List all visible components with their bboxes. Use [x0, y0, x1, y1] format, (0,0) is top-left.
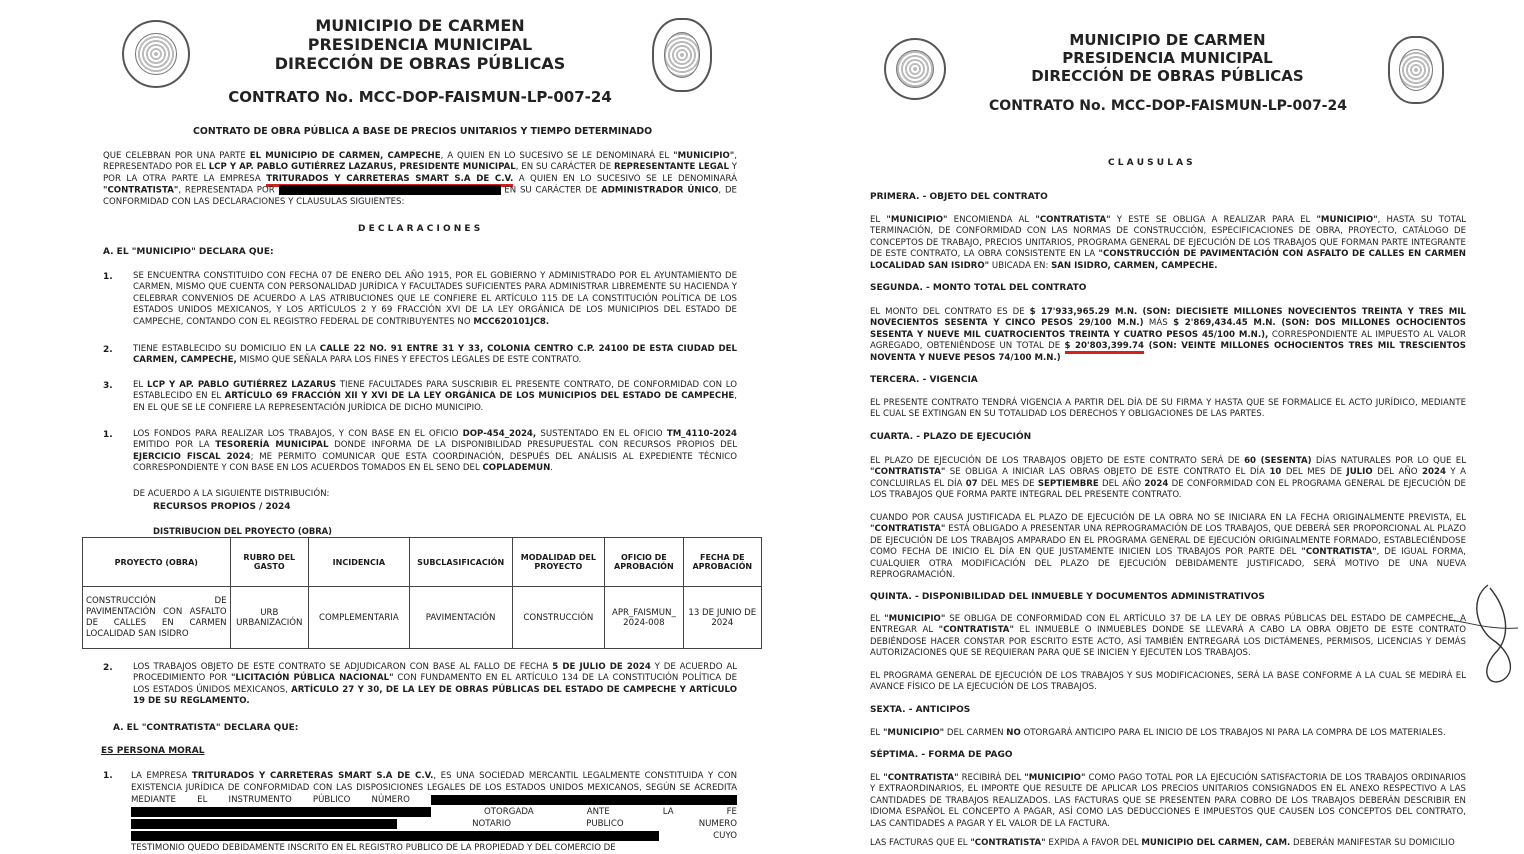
- redaction-bar: [341, 819, 397, 829]
- table-cell: 13 DE JUNIO DE 2024: [683, 587, 761, 649]
- col-header: MODALIDAD DEL PROYECTO: [512, 538, 605, 587]
- intro-paragraph: QUE CELEBRAN POR UNA PARTE EL MUNICIPIO DE CARMEN, CAMPECHE, A QUIEN EN LO SUCESIVO SE LE DENOMINARÁ EL "MUNICIPIO", REPRESENTADO POR EL LCP Y AP. PABLO GUTIÉRREZ LAZARUS, PRESIDENTE MUNICIPAL, EN SU CARÁCTER DE REPRESENTANTE LEGAL Y POR LA OTRA PARTE LA EMPRESA TRITURADOS Y CARRETERAS SMART S.A DE C.V. A QUIEN EN LO SUCESIVO SE LE DENOMINARÁ "CONTRATISTA", REPRESENTADA POR EN SU CARÁCTER DE ADMINISTRADOR ÚNICO, DE CONFORMIDAD CON LAS DECLARACIONES Y CLAUSULAS SIGUIENTES:: [103, 151, 738, 208]
- page-header: MUNICIPIO DE CARMEN PRESIDENCIA MUNICIPAL DIRECCIÓN DE OBRAS PÚBLICAS: [1031, 31, 1304, 85]
- clause-2-title: SEGUNDA. - MONTO TOTAL DEL CONTRATO: [870, 283, 1087, 293]
- redaction-bar: [279, 185, 501, 195]
- section-b-heading: A. EL "CONTRATISTA" DECLARA QUE:: [113, 723, 299, 733]
- contract-number: CONTRATO No. MCC-DOP-FAISMUN-LP-007-24: [989, 98, 1347, 114]
- clause-6-title: SEXTA. - ANTICIPOS: [870, 705, 971, 715]
- declaration-6: LA EMPRESA TRITURADOS Y CARRETERAS SMART S.A DE C.V., ES UNA SOCIEDAD MERCANTIL LEGALMENTE CONSTITUIDA Y CON EXISTENCIA JURÍDICA DE CONFORMIDAD CON LAS DISPOSICIONES LEGALES DE LOS ESTADOS UNIDOS MEXICANOS, SEGÚN SE ACREDITA MEDIANTE EL INSTRUMENTO PÚBLICO NÚMERO OTORGADA ANTE LA FE NOTARIO PUBLICO NUMERO CUYO TESTIMONIO QUEDO DEBIDAMENTE INSCRITO EN EL REGISTRO PUBLICO DE LA PROPIEDAD Y DEL COMERCIO DE: [131, 771, 737, 853]
- declaration-3: EL LCP Y AP. PABLO GUTIÉRREZ LAZARUS TIENE FACULTADES PARA SUSCRIBIR EL PRESENTE CONTRATO, DE CONFORMIDAD CON LO ESTABLECIDO EN EL ARTÍCULO 69 FRACCIÓN XII Y XVI DE LA LEY ORGÁNICA DE LOS MUNICIPIOS DEL ESTADO DE CAMPECHE, EN EL QUE SE LE CONFIERE LA REPRESENTACIÓN JURÍDICA DE DICHO MUNICIPIO.: [133, 380, 737, 413]
- clause-3-title: TERCERA. - VIGENCIA: [870, 375, 978, 385]
- declaration-1: SE ENCUENTRA CONSTITUIDO CON FECHA 07 DE ENERO DEL AÑO 1915, POR EL GOBIERNO Y ADMINISTRADO POR EL AYUNTAMIENTO DE CARMEN, MISMO QUE CUENTA CON PERSONALIDAD JURÍDICA Y FACULTADES SUFICIENTES PARA ADMINISTRAR LIBREMENTE SU HACIENDA Y CELEBRAR CONVENIOS DE ACUERDO A LAS ATRIBUCIONES QUE LE CONFIERE EL ARTÍCULO 115 DE LA CONSTITUCIÓN POLÍTICA DE LOS ESTADOS UNIDOS MEXICANOS, Y LOS ARTÍCULOS 2 Y 69 FRACCIÓN XVI DE LA LEY ORGÁNICA DE LOS MUNICIPIOS DEL ESTADO DE CAMPECHE, CONTANDO CON EL REGISTRO FEDERAL DE CONTRIBUYENTES NO MCC620101JC8.: [133, 271, 737, 327]
- contract-number: CONTRATO No. MCC-DOP-FAISMUN-LP-007-24: [228, 88, 612, 106]
- campeche-coat-of-arms-seal: [652, 18, 712, 92]
- table-cell: COMPLEMENTARIA: [308, 587, 409, 649]
- clause-6-text: EL "MUNICIPIO" DEL CARMEN NO OTORGARÁ ANTICIPO PARA EL INICIO DE LOS TRABAJOS NI PARA LA COMPRA DE LOS MATERIALES.: [870, 728, 1446, 738]
- clause-7-text-2: LAS FACTURAS QUE EL "CONTRATISTA" EXPIDA A FAVOR DEL MUNICIPIO DEL CARMEN, CAM. DEBERÁN MANIFESTAR SU DOMICILIO: [870, 838, 1455, 848]
- item-number: 2.: [103, 663, 113, 673]
- handwritten-signature: [1448, 580, 1522, 690]
- item-number: 1.: [103, 272, 113, 282]
- declaration-5: LOS TRABAJOS OBJETO DE ESTE CONTRATO SE ADJUDICARON CON BASE AL FALLO DE FECHA 5 DE JULIO DE 2024 Y DE ACUERDO AL PROCEDIMIENTO POR "LICITACIÓN PÚBLICA NACIONAL" CON FUNDAMENTO EN EL ARTÍCULO 134 DE LA CONSTITUCIÓN POLÍTICA DE LOS ESTADOS ÚNIDOS MEXICANOS, ARTÍCULO 27 Y 30, DE LA LEY DE OBRAS PÚBLICAS DEL ESTADO DE CAMPECHE Y ARTÍCULO 19 DE SU REGLAMENTO.: [133, 662, 737, 707]
- clause-4-text-2: CUANDO POR CAUSA JUSTIFICADA EL PLAZO DE EJECUCIÓN DE LA OBRA NO SE INICIARA EN LA FECHA ORIGINALMENTE PREVISTA, EL "CONTRATISTA" ESTÁ OBLIGADO A PRESENTAR UNA REPROGRAMACIÓN DE LOS TRABAJOS, QUE DEBERÁ SER PROPORCIONAL AL PLAZO DE EJECUCIÓN DE LOS TRABAJOS AMPARADO EN EL PROGRAMA GENERAL DE EJECUCIÓN ORIGINALMENTE FORMADO, ESTABLECIÉNDOSE COMO FECHA DE INICIO EL DÍA EN QUE JUSTAMENTE INICIEN LOS TRABAJOS POR PARTE DEL "CONTRATISTA", DE IGUAL FORMA, CUALQUIER OTRA MODIFICACIÓN DEL PLAZO DE EJECUCIÓN DEBIDAMENTE JUSTIFICADO, SERÁ MOTIVO DE UNA NUEVA REPROGRAMACIÓN.: [870, 513, 1466, 581]
- clause-5-title: QUINTA. - DISPONIBILIDAD DEL INMUEBLE Y DOCUMENTOS ADMINISTRATIVOS: [870, 592, 1265, 602]
- page-header: MUNICIPIO DE CARMEN PRESIDENCIA MUNICIPAL DIRECCIÓN DE OBRAS PÚBLICAS: [274, 16, 566, 73]
- clause-4-text: EL PLAZO DE EJECUCIÓN DE LOS TRABAJOS OBJETO DE ESTE CONTRATO SERÁ DE 60 (SESENTA) DÍAS NATURALES POR LO QUE EL "CONTRATISTA" SE OBLIGA A INICIAR LAS OBRAS OBJETO DE ESTE CONTRATO EL DÍA 10 DEL MES DE JULIO DEL AÑO 2024 Y A CONCLUIRLAS EL DÍA 07 DEL MES DE SEPTIEMBRE DEL AÑO 2024 DE CONFORMIDAD CON EL PROGRAMA GENERAL DE EJECUCIÓN DE LOS TRABAJOS QUE FORMA PARTE INTEGRAL DEL PRESENTE CONTRATO.: [870, 456, 1467, 501]
- col-header: SUBCLASIFICACIÓN: [409, 538, 512, 587]
- col-header: PROYECTO (OBRA): [83, 538, 231, 587]
- declaration-4: LOS FONDOS PARA REALIZAR LOS TRABAJOS, Y CON BASE EN EL OFICIO DOP-454_2024, SUSTENTADO EN EL OFICIO TM_4110-2024 EMITIDO POR LA TESORERÍA MUNICIPAL DONDE INFORMA DE LA DISPONIBILIDAD PRESUPUESTAL CON RECURSOS PROPIOS DEL EJERCICIO FISCAL 2024; ME PERMITO COMUNICAR QUE ESTA COORDINACIÓN, DESPUÉS DEL ANÁLISIS AL EXPEDIENTE TÉCNICO CORRESPONDIENTE Y CON BASE EN LOS ACUERDOS TOMADOS EN EL SENO DEL COPLADEMUN.: [133, 429, 738, 474]
- clause-4-title: CUARTA. - PLAZO DE EJECUCIÓN: [870, 432, 1032, 442]
- section-a-heading: A. EL "MUNICIPIO" DECLARA QUE:: [103, 247, 274, 257]
- clause-2-text: EL MONTO DEL CONTRATO ES DE $ 17'933,965.29 M.N. (SON: DIECISIETE MILLONES NOVECIENTOS TREINTA Y TRES MIL NOVECIENTOS SESENTA Y CINCO PESOS 29/100 M.N.) MÁS $ 2'869,434.45 M.N. (SON: DOS MILLONES OCHOCIENTOS SESENTA Y NUEVE MIL CUATROCIENTOS TREINTA Y CUATRO PESOS 45/100 M.N.), CORRESPONDIENTE AL IMPUESTO AL VALOR AGREGADO, OBTENIÉNDOSE UN TOTAL DE $ 20'803,399.74 (SON: VEINTE MILLONES OCHOCIENTOS TRES MIL TRESCIENTOS NOVENTA Y NUEVE PESOS 74/100 M.N.): [870, 307, 1466, 363]
- redaction-bar: [537, 831, 659, 841]
- table-cell: CONSTRUCCIÓN DE PAVIMENTACIÓN CON ASFALTO DE CALLES EN CARMEN LOCALIDAD SAN ISIDRO: [83, 587, 231, 649]
- clausulas-heading: C L A U S U L A S: [1108, 158, 1193, 168]
- clause-3-text: EL PRESENTE CONTRATO TENDRÁ VIGENCIA A PARTIR DEL DÍA DE SU FIRMA Y HASTA QUE SE FORMALICE EL ACTO JURÍDICO, MEDIANTE EL CUAL SE EXTINGAN EN SU TOTALIDAD LOS DERECHOS Y OBLIGACIONES DE LAS PARTES.: [870, 398, 1466, 420]
- redaction-bar: [431, 795, 737, 805]
- recursos-label: RECURSOS PROPIOS / 2024: [153, 502, 291, 512]
- item-number: 1.: [103, 430, 113, 440]
- mexico-coat-of-arms-seal: [122, 20, 190, 88]
- distribution-intro: DE ACUERDO A LA SIGUIENTE DISTRIBUCIÓN:: [133, 489, 330, 499]
- contract-subtitle: CONTRATO DE OBRA PÚBLICA A BASE DE PRECIOS UNITARIOS Y TIEMPO DETERMINADO: [193, 126, 653, 137]
- table-cell: CONSTRUCCIÓN: [512, 587, 605, 649]
- item-number: 2.: [103, 345, 113, 355]
- table-title: DISTRIBUCION DEL PROYECTO (OBRA): [153, 526, 332, 536]
- mexico-coat-of-arms-seal: [884, 38, 946, 100]
- persona-moral-heading: ES PERSONA MORAL: [101, 746, 205, 756]
- table-cell: APR_FAISMUN_ 2024-008: [605, 587, 683, 649]
- clause-1-text: EL "MUNICIPIO" ENCOMIENDA AL "CONTRATISTA" Y ESTE SE OBLIGA A REALIZAR PARA EL "MUNICIPIO", HASTA SU TOTAL TERMINACIÓN, DE CONFORMIDAD CON LAS NORMAS DE CONSTRUCCIÓN, ESPECIFICACIONES DE OBRA, PROYECTO, CATÁLOGO DE CONCEPTOS DE TRABAJO, PRECIOS UNITARIOS, PROGRAMA GENERAL DE EJECUCIÓN DE LOS TRABAJOS QUE FORMAN PARTE INTEGRANTE DE ESTE CONTRATO, LA OBRA CONSISTENTE EN LA "CONSTRUCCIÓN DE PAVIMENTACIÓN CON ASFALTO DE CALLES EN CARMEN LOCALIDAD SAN ISIDRO" UBICADA EN: SAN ISIDRO, CARMEN, CAMPECHE.: [870, 215, 1466, 271]
- col-header: INCIDENCIA: [308, 538, 409, 587]
- clause-1-title: PRIMERA. - OBJETO DEL CONTRATO: [870, 192, 1048, 202]
- declaration-2: TIENE ESTABLECIDO SU DOMICILIO EN LA CALLE 22 NO. 91 ENTRE 31 Y 33, COLONIA CENTRO C.P. 24100 DE ESTA CIUDAD DEL CARMEN, CAMPECHE, MISMO QUE SEÑALA PARA LOS FINES Y EFECTOS LEGALES DE ESTE CONTRATO.: [133, 344, 737, 366]
- redaction-bar: [131, 807, 431, 817]
- clause-7-text: EL "CONTRATISTA" RECIBIRÁ DEL "MUNICIPIO" COMO PAGO TOTAL POR LA EJECUCIÓN SATISFACTORIA DE LOS TRABAJOS ORDINARIOS Y EXTRAORDINARIOS, EL IMPORTE QUE RESULTE DE APLICAR LOS PRECIOS UNITARIOS CONSIGNADOS EN EL ANEXO RESPECTIVO A LAS CANTIDADES DE TRABAJOS REALIZADOS. LAS FACTURAS QUE SE PRESENTEN PARA COBRO DE LOS TRABAJOS DEBERÁN DESCRIBIR EN IDIOMA ESPAÑOL EL CONCEPTO A PAGAR, ASÍ COMO LAS DEDUCCIONES E IMPUESTOS QUE CAUSEN LOS CONCEPTOS DEL CONTRATO, LAS CANTIDADES A PAGAR Y EL VALOR DE LA FACTURA.: [870, 773, 1466, 829]
- col-header: OFICIO DE APROBACIÓN: [605, 538, 683, 587]
- item-number: 3.: [103, 381, 113, 391]
- contract-page-right: [848, 0, 1524, 847]
- col-header: FECHA DE APROBACIÓN: [683, 538, 761, 587]
- item-number: 1.: [103, 771, 113, 781]
- campeche-coat-of-arms-seal: [1388, 36, 1444, 104]
- clause-5-text: EL "MUNICIPIO" SE OBLIGA DE CONFORMIDAD CON EL ARTÍCULO 37 DE LA LEY DE OBRAS PÚBLICAS DEL ESTADO DE CAMPECHE, A ENTREGAR AL "CONTRATISTA" EL INMUEBLE O INMUEBLES DONDE SE LLEVARÁ A CABO LA OBRA OBJETO DE ESTE CONTRATO DEBIÉNDOSE HACER CONSTAR POR ESCRITO ESTE ACTO, ASÍ TAMBIÉN ENTREGARÁ LOS DICTÁMENES, PERMISOS, LICENCIAS Y DEMÁS AUTORIZACIONES QUE SE REQUIERAN PARA QUE SE INICIEN Y EJECUTEN LOS TRABAJOS.: [870, 614, 1466, 659]
- distribution-table: [82, 537, 762, 649]
- col-header: RUBRO DEL GASTO: [230, 538, 308, 587]
- table-cell: PAVIMENTACIÓN: [409, 587, 512, 649]
- redaction-bar: [131, 819, 341, 829]
- table-row: [83, 587, 762, 649]
- clause-7-title: SÉPTIMA. - FORMA DE PAGO: [870, 750, 1013, 760]
- declaraciones-heading: D E C L A R A C I O N E S: [358, 224, 481, 234]
- clause-5-text-2: EL PROGRAMA GENERAL DE EJECUCIÓN DE LOS TRABAJOS Y SUS MODIFICACIONES, SERÁ LA BASE CONFORME A LA CUAL SE MEDIRÁ EL AVANCE FÍSICO DE LA EJECUCIÓN DE LOS TRABAJOS.: [870, 671, 1466, 693]
- redaction-bar: [131, 831, 537, 841]
- table-cell: URB URBANIZACIÓN: [230, 587, 308, 649]
- table-header-row: [83, 538, 762, 587]
